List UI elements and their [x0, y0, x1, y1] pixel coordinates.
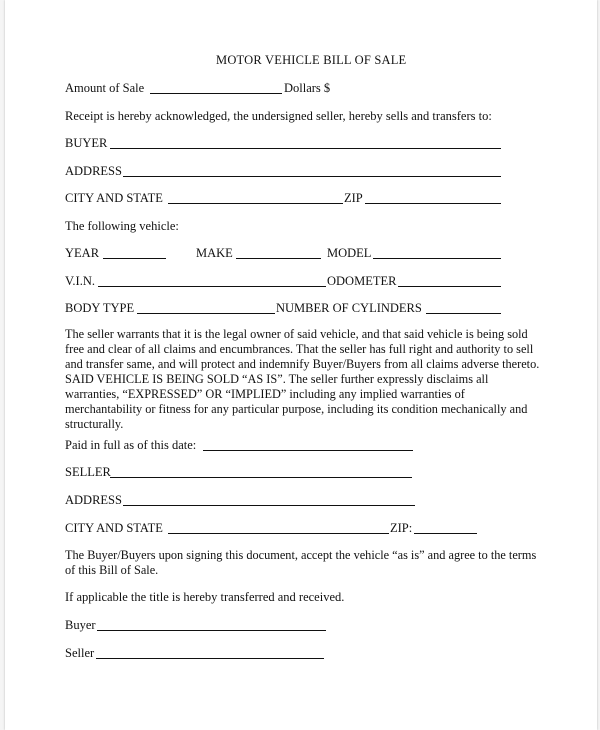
seller-signature-field[interactable] [96, 658, 324, 659]
seller-address-field[interactable] [123, 505, 415, 506]
warranty-line-4: SAID VEHICLE IS BEING SOLD “AS IS”. The seller further expressly disclaims all [65, 372, 489, 386]
make-field[interactable] [236, 258, 321, 259]
vin-field[interactable] [98, 286, 326, 287]
seller-signature-label: Seller [65, 646, 95, 660]
year-label: YEAR [65, 246, 100, 260]
odometer-label: ODOMETER [327, 274, 397, 288]
dollars-label: Dollars $ [284, 81, 331, 95]
seller-city-state-label: CITY AND STATE [65, 521, 163, 535]
buyer-label: BUYER [65, 136, 108, 150]
following-vehicle-text: The following vehicle: [65, 219, 179, 233]
model-label: MODEL [327, 246, 372, 260]
warranty-line-5: warranties, “EXPRESSED” OR “IMPLIED” including any implied warranties of [65, 387, 465, 401]
amount-of-sale-label: Amount of Sale [65, 81, 145, 95]
acceptance-line-1: The Buyer/Buyers upon signing this document, accept the vehicle “as is” and agree to the terms [65, 548, 537, 562]
buyer-address-label: ADDRESS [65, 164, 122, 178]
seller-address-label: ADDRESS [65, 493, 122, 507]
warranty-line-2: free and clear of all claims and encumbrances. That the seller has full right and authority to sell [65, 342, 534, 356]
buyer-signature-label: Buyer [65, 618, 96, 632]
paid-in-full-label: Paid in full as of this date: [65, 438, 197, 452]
odometer-field[interactable] [398, 286, 501, 287]
acceptance-line-2: of this Bill of Sale. [65, 563, 159, 577]
warranty-line-7: structurally. [65, 417, 124, 431]
receipt-text: Receipt is hereby acknowledged, the undersigned seller, hereby sells and transfers to: [65, 109, 492, 123]
cylinders-label: NUMBER OF CYLINDERS [276, 301, 422, 315]
document-title: MOTOR VEHICLE BILL OF SALE [216, 53, 407, 67]
warranty-line-1: The seller warrants that it is the legal owner of said vehicle, and that said vehicle is being sold [65, 327, 528, 341]
buyer-field[interactable] [110, 148, 501, 149]
vin-label: V.I.N. [65, 274, 95, 288]
paid-date-field[interactable] [203, 450, 413, 451]
buyer-city-state-label: CITY AND STATE [65, 191, 163, 205]
year-field[interactable] [103, 258, 166, 259]
make-label: MAKE [196, 246, 233, 260]
seller-label: SELLER [65, 465, 111, 479]
buyer-zip-label: ZIP [344, 191, 363, 205]
body-type-label: BODY TYPE [65, 301, 135, 315]
seller-zip-field[interactable] [414, 533, 477, 534]
seller-city-state-field[interactable] [168, 533, 389, 534]
seller-zip-label: ZIP: [390, 521, 413, 535]
buyer-address-field[interactable] [123, 176, 501, 177]
warranty-line-6: merchantability or fitness for any particular purpose, including its condition mechanically and [65, 402, 528, 416]
buyer-signature-field[interactable] [97, 630, 326, 631]
body-type-field[interactable] [137, 313, 275, 314]
cylinders-field[interactable] [426, 313, 501, 314]
warranty-line-3: and transfer same, and will protect and indemnify Buyer/Buyers from all claims adverse thereto. [65, 357, 540, 371]
seller-field[interactable] [110, 477, 412, 478]
amount-of-sale-field[interactable] [150, 93, 282, 94]
model-field[interactable] [373, 258, 501, 259]
title-transfer-text: If applicable the title is hereby transferred and received. [65, 590, 345, 604]
buyer-city-state-field[interactable] [168, 203, 343, 204]
buyer-zip-field[interactable] [365, 203, 501, 204]
